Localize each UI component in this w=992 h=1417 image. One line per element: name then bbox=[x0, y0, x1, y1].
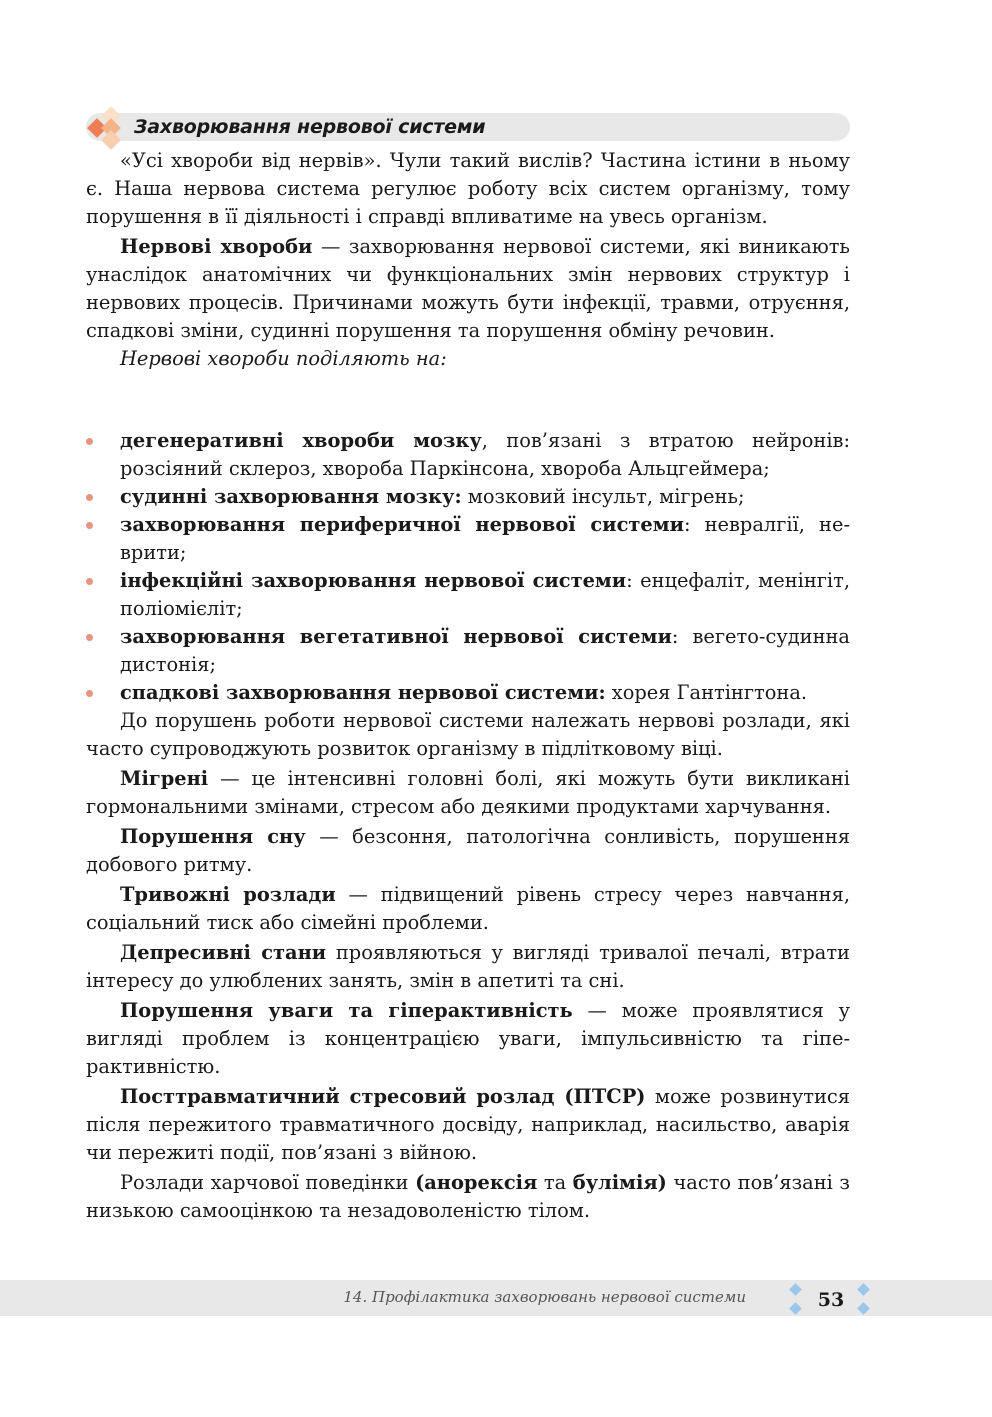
list-item bbox=[86, 679, 850, 707]
text-migraine: — це інтенсивні головні болі, які можуть бути викликані гормональними змінами, стресом або деякими продуктами харчування. bbox=[86, 767, 850, 818]
bullet-icon bbox=[86, 438, 93, 445]
section-title: Захворювання нервової системи bbox=[134, 116, 486, 138]
bullet-term: захворювання вегетативної нервової системи bbox=[120, 625, 672, 648]
list-item bbox=[86, 623, 850, 679]
term-anxiety: Тривожні розлади bbox=[120, 883, 336, 906]
bullet-term: захворювання периферичної нервової системи bbox=[120, 513, 684, 536]
term-migraine: Мігрені bbox=[120, 767, 209, 790]
term-sleep: Порушення сну bbox=[120, 825, 306, 848]
classification-lead: Нервові хвороби поділяють на: bbox=[120, 347, 447, 370]
paragraph-intro: «Усі хвороби від нервів». Чули такий вислів? Частина істини в ньому є. Наша нервова система регулює роботу всіх систем організму, тому порушення в її діяльності і справді впливатиме на увесь організм. bbox=[86, 149, 850, 228]
bullet-list bbox=[86, 427, 850, 707]
paragraph-classification bbox=[86, 345, 850, 373]
bullet-term: інфекційні захворювання нервової системи bbox=[120, 569, 627, 592]
bullet-icon bbox=[86, 634, 93, 641]
term-bulimia: булімія) bbox=[572, 1171, 667, 1194]
bullet-text: : енцефаліт, менінгіт, поліомієліт; bbox=[120, 569, 850, 620]
text-adhd: — може проявлятися у вигляді проблем із концентрацією уваги, імпульсивністю та гіперактивністю. bbox=[86, 999, 850, 1078]
text-anxiety: — підвищений рівень стресу через навчання, соціальний тиск або сімейні проблеми. bbox=[86, 883, 850, 934]
paragraph-eating bbox=[86, 1169, 850, 1225]
text-sleep: — безсоння, патологічна сонливість, порушення добового ритму. bbox=[86, 825, 850, 876]
bullet-icon bbox=[86, 494, 93, 501]
bullet-term: судинні захворювання мозку: bbox=[120, 485, 462, 508]
bullet-text: : вегето-судинна дистонія; bbox=[120, 625, 850, 676]
paragraph-ptsd bbox=[86, 1083, 850, 1167]
bullet-term: спадкові захворювання нервової системи: bbox=[120, 681, 606, 704]
paragraph-sleep bbox=[86, 823, 850, 879]
paragraph-adhd bbox=[86, 997, 850, 1081]
list-item bbox=[86, 511, 850, 567]
disorders-block bbox=[86, 707, 850, 1225]
bullet-icon bbox=[86, 578, 93, 585]
intro-block bbox=[86, 147, 850, 373]
term-ptsd: Посттравматичний стресовий розлад (ПТСР) bbox=[120, 1085, 646, 1108]
term-anorexia: (анорексія bbox=[415, 1171, 538, 1194]
text-ptsd: може розвинутися після пережитого травматичного досвіду, наприклад, насильство, аварія чи пережиті події, пов’язані з війною. bbox=[86, 1085, 850, 1164]
footer-chapter-title: 14. Профілактика захворювань нервової системи bbox=[343, 1288, 746, 1306]
bullet-text: мозковий інсульт, мігрень; bbox=[461, 485, 745, 508]
bullet-icon bbox=[86, 690, 93, 697]
bullet-icon bbox=[86, 522, 93, 529]
bullet-text: : невралгії, неврити; bbox=[120, 513, 851, 564]
bullet-text: , пов’язані з втратою нейронів: розсіяний склероз, хвороба Паркінсона, хвороба Альцгеймера; bbox=[120, 429, 850, 480]
page-number: 53 bbox=[817, 1289, 845, 1311]
text-depression: проявляються у вигляді тривалої печалі, втрати інтересу до улюблених занять, змін в апетиті та сні. bbox=[86, 941, 850, 992]
bullet-text: хорея Гантінгтона. bbox=[605, 681, 808, 704]
term-adhd: Порушення уваги та гіперактивність bbox=[120, 999, 573, 1022]
paragraph-depression bbox=[86, 939, 850, 995]
list-item bbox=[86, 427, 850, 483]
text-nervous-diseases: — захворювання нервової системи, які виникають унаслідок анатомічних чи функціональних змін нервових структур і нервових процесів. Причинами можуть бути інфекції, травми, отруєння, спадкові зміни, судинні порушення та порушення обміну речовин. bbox=[86, 235, 850, 342]
paragraph-anxiety bbox=[86, 881, 850, 937]
text-eating-c: та bbox=[537, 1171, 573, 1194]
heading-diamonds-icon bbox=[84, 106, 130, 150]
paragraph-disorders: До порушень роботи нервової системи належать нервові розлади, які часто супроводжують розвиток організму в підлітковому віці. bbox=[86, 709, 850, 760]
paragraph-nervous-diseases bbox=[86, 233, 850, 345]
list-item bbox=[86, 483, 850, 511]
term-depression: Депресивні стани bbox=[120, 941, 327, 964]
term-nervous-diseases: Нервові хвороби bbox=[120, 235, 313, 258]
bullet-term: дегенеративні хвороби мозку bbox=[120, 429, 482, 452]
list-item bbox=[86, 567, 850, 623]
text-eating-a: Розлади харчової поведінки bbox=[120, 1171, 416, 1194]
paragraph-migraine bbox=[86, 765, 850, 821]
text-eating-d: часто пов’язані з низькою самооцінкою та незадоволеністю тілом. bbox=[86, 1171, 850, 1222]
